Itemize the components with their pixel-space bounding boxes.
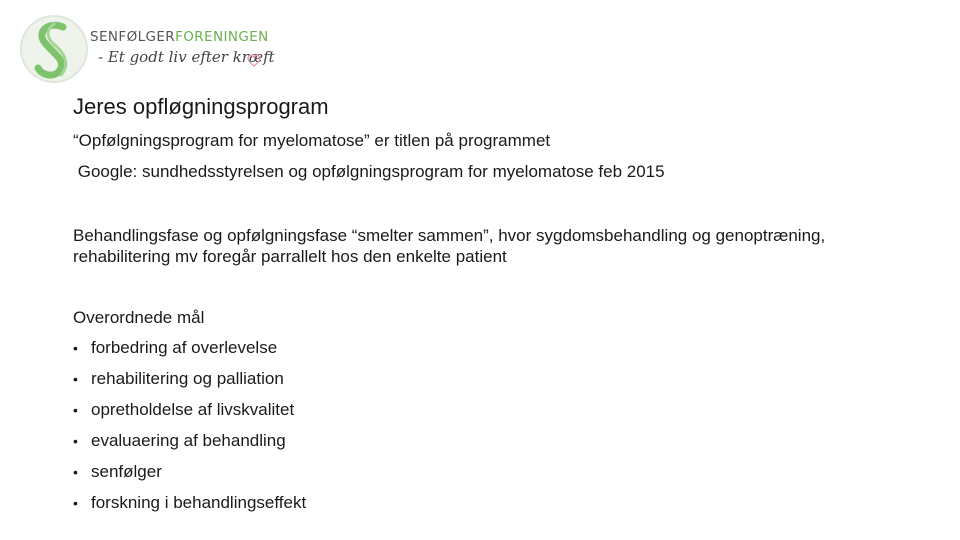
phase-paragraph: Behandlingsfase og opfølgningsfase “smelter sammen”, hvor sygdomsbehandling og genoptræning, rehabilitering mv foregår parrallelt hos den enkelte patient [73,226,826,266]
logo [18,12,275,86]
goals-heading: Overordnede mål [73,308,205,327]
list-item: • evaluaering af behandling [73,431,286,450]
program-title-line: “Opfølgningsprogram for myelomatose” er titlen på programmet [73,131,551,150]
goals-list [73,338,306,524]
google-hint-line: Google: sundhedsstyrelsen og opfølgningsprogram for myelomatose feb 2015 [73,162,665,181]
logo-name-part1: SENFØLGER [90,29,176,45]
list-item: • opretholdelse af livskvalitet [73,400,295,419]
heart-outline-icon [246,52,262,68]
list-item: • forbedring af overlevelse [73,338,278,357]
list-item: • rehabilitering og palliation [73,369,284,388]
slide-title: Jeres opfløgningsprogram [73,94,329,119]
bullet-icon: • [73,433,78,449]
logo-tagline: - Et godt liv efter kræft [98,48,275,66]
bullet-icon: • [73,495,78,511]
logo-name-part2: FORENINGEN [175,29,269,45]
logo-wordmark [90,29,269,45]
bullet-icon: • [73,464,78,480]
bullet-icon: • [73,340,78,356]
list-item: • senfølger [73,462,162,481]
bullet-icon: • [73,402,78,418]
list-item: • forskning i behandlingseffekt [73,493,307,512]
bullet-icon: • [73,371,78,387]
s-ribbon-logo-icon [18,12,90,86]
